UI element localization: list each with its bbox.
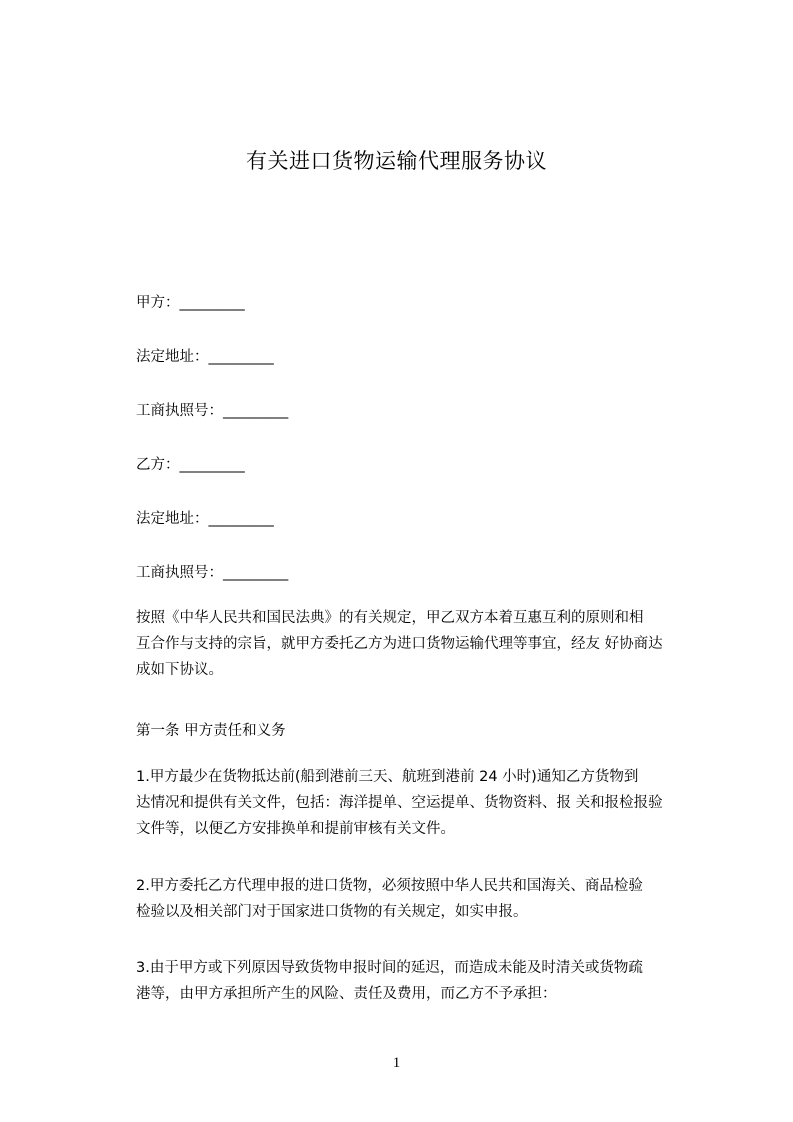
clause-line: 2.甲方委托乙方代理申报的进口货物，必须按照中华人民共和国海关、商品检验 <box>136 878 643 894</box>
party-a-license-field: 工商执照号：_________ <box>136 403 289 419</box>
document-title: 有关进口货物运输代理服务协议 <box>246 149 547 173</box>
clause-line: 港等，由甲方承担所产生的风险、责任及费用，而乙方不予承担： <box>136 986 557 1002</box>
intro-paragraph <box>136 605 706 683</box>
party-b-license-field: 工商执照号：_________ <box>136 565 289 581</box>
clause-line: 达情况和提供有关文件，包括：海洋提单、空运提单、货物资料、报 关和报检报验 <box>136 795 663 811</box>
party-a-field: 甲方：_________ <box>136 295 245 311</box>
intro-line: 按照《中华人民共和国民法典》的有关规定，甲乙双方本着互惠互利的原则和相 <box>136 610 644 626</box>
clause-line: 1.甲方最少在货物抵达前(船到港前三天、航班到港前 24 小时)通知乙方货物到 <box>136 769 639 785</box>
clause-line: 检验以及相关部门对于国家进口货物的有关规定，如实申报。 <box>136 904 528 920</box>
section-1-heading: 第一条 甲方责任和义务 <box>136 723 286 739</box>
clause-line: 文件等，以便乙方安排换单和提前审核有关文件。 <box>136 821 455 837</box>
clause-line: 3.由于甲方或下列原因导致货物申报时间的延迟，而造成未能及时清关或货物疏 <box>136 960 643 976</box>
clause-1-paragraph <box>136 764 706 842</box>
clause-2-paragraph <box>136 873 706 925</box>
party-b-address-field: 法定地址：_________ <box>136 511 274 527</box>
party-a-address-field: 法定地址：_________ <box>136 349 274 365</box>
page-number: 1 <box>392 1055 401 1071</box>
party-b-field: 乙方：_________ <box>136 457 245 473</box>
intro-line: 互合作与支持的宗旨，就甲方委托乙方为进口货物运输代理等事宜，经友 好协商达 <box>136 636 663 652</box>
intro-line: 成如下协议。 <box>136 662 223 678</box>
clause-3-paragraph <box>136 955 706 1007</box>
